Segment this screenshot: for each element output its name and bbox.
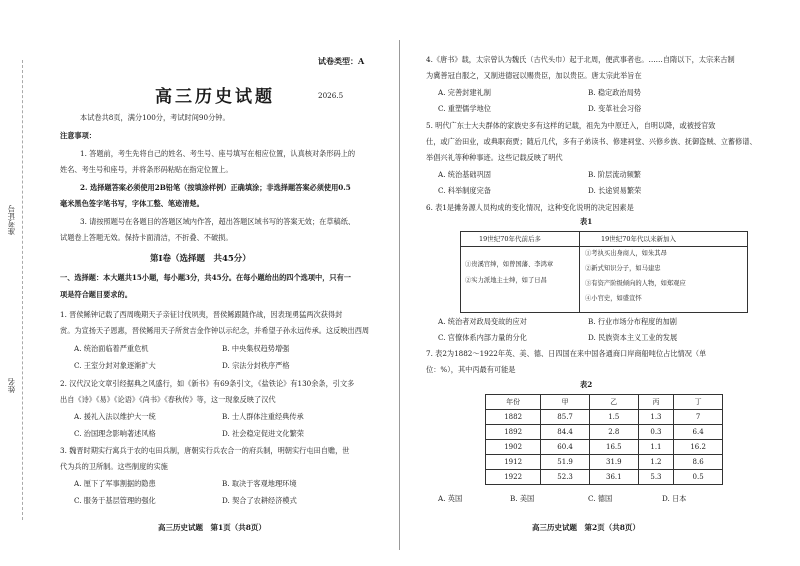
table-2-cell: 1922 — [486, 470, 541, 485]
table-2-cell: 85.7 — [541, 410, 590, 425]
table-1-cell: ④小官史，如盛宣怀 — [585, 295, 642, 302]
table-2-cell: 1902 — [486, 440, 541, 455]
notice-line: 1. 答题前，考生先将自己的姓名、考生号、座号填写在相应位置，认真核对条形码上的 — [80, 149, 356, 158]
table-1 — [460, 231, 748, 313]
binding-line — [22, 60, 23, 520]
question-3-option-d[interactable]: D. 契合了农耕经济模式 — [222, 496, 297, 505]
question-5-stem: 5. 明代广东士大夫群体的家族史多有这样的记载，祖先为中原迁入，自明以降，或被授官致 — [426, 121, 716, 130]
question-1-option-c[interactable]: C. 王室分封对象逐渐扩大 — [74, 361, 156, 370]
question-5-option-a[interactable]: A. 统治基础巩固 — [438, 170, 491, 179]
question-4-option-c[interactable]: C. 重塑儒学地位 — [438, 104, 491, 113]
table-2-cell: 1882 — [486, 410, 541, 425]
table-1-col-head-left: 19世纪70年代前后多 — [479, 235, 542, 243]
table-2-header: 年份 — [486, 395, 541, 410]
table-2-title: 表2 — [580, 380, 593, 389]
question-6-option-d[interactable]: D. 民族资本主义工业的发展 — [588, 333, 678, 342]
question-1-option-d[interactable]: D. 宗法分封秩序严格 — [222, 361, 290, 370]
question-5-option-b[interactable]: B. 阶层流动频繁 — [588, 170, 641, 179]
table-2-header: 丁 — [674, 395, 723, 410]
question-7-option-a[interactable]: A. 英国 — [438, 494, 463, 503]
question-2-stem: 出自《诗》《易》《论语》《尚书》《春秋传》等，这一现象反映了汉代 — [60, 395, 276, 404]
table-2-cell: 1.2 — [638, 455, 674, 470]
table-2-row — [486, 440, 723, 455]
question-6-option-c[interactable]: C. 官僚体系内部力量的分化 — [438, 333, 527, 342]
question-7-option-d[interactable]: D. 日本 — [662, 494, 687, 503]
table-2-cell: 1.3 — [638, 410, 674, 425]
question-6-stem: 6. 表1是摊务源人员构成的变化情况，这种变化说明的决定因素是 — [426, 203, 634, 212]
table-1-title: 表1 — [580, 217, 593, 226]
question-5-stem: 举倡兴礼等种种事迹。这些记载反映了明代 — [426, 153, 563, 162]
question-7-stem: 位：%），其中丙最有可能是 — [426, 365, 516, 374]
notice-line: 2. 选择题答案必须使用2B铅笔（按填涂样例）正确填涂；非选择题答案必须使用0.5 — [80, 183, 351, 192]
exam-date: 2026.5 — [318, 91, 344, 100]
table-1-col-divider — [579, 232, 580, 312]
notice-line: 毫米黑色签字笔书写，字体工整、笔迹清楚。 — [60, 199, 204, 208]
question-3-option-c[interactable]: C. 服务于基层管理的强化 — [74, 496, 156, 505]
question-5-stem: 仕，或广治田业，或典职商贾；随后几代，多有子弟读书、修建祠堂、兴修乡族、抚御盗贼、立蓄修谱、 — [426, 137, 757, 146]
table-2-cell: 2.8 — [589, 425, 638, 440]
table-2-header: 甲 — [541, 395, 590, 410]
question-6-option-a[interactable]: A. 统治者对政局变故的应对 — [438, 317, 527, 326]
table-1-cell: ①贵溪官绅，如曾国藩、李鸿章 — [465, 261, 554, 268]
question-2-option-d[interactable]: D. 社会稳定促进文化繁荣 — [222, 429, 304, 438]
table-2-cell: 51.9 — [541, 455, 590, 470]
table-2 — [485, 394, 723, 485]
table-2-row — [486, 425, 723, 440]
table-2-cell: 1.5 — [589, 410, 638, 425]
table-2-header-row — [486, 395, 723, 410]
question-2-option-a[interactable]: A. 援礼入法以维护大一统 — [74, 412, 156, 421]
table-2-row — [486, 410, 723, 425]
notice-heading: 注意事项： — [60, 131, 96, 140]
table-2-cell: 84.4 — [541, 425, 590, 440]
notice-line: 姓名、考生号和座号，并将条形码粘贴在指定位置上。 — [60, 165, 233, 174]
table-2-cell: 7 — [674, 410, 723, 425]
table-1-cell: ②实力派地主士绅，如了日昌 — [465, 277, 547, 284]
table-2-cell: 60.4 — [541, 440, 590, 455]
section-description: 项是符合题目要求的。 — [60, 290, 132, 299]
table-2-cell: 52.3 — [541, 470, 590, 485]
table-2-cell: 1912 — [486, 455, 541, 470]
question-3-option-b[interactable]: B. 取决于客观地理环境 — [222, 479, 297, 488]
admission-number-label: 准考证号 — [7, 205, 16, 235]
question-1-stem: 1. 晋侯鲧钟记载了西周晚期天子亲征讨伐夙夷，晋侯鲧跟随作战，因表现勇猛两次获得封 — [60, 310, 343, 319]
question-4-option-a[interactable]: A. 完善封建礼制 — [438, 88, 491, 97]
table-2-cell: 16.5 — [589, 440, 638, 455]
notice-line: 3. 请按照题号在各题目的答题区域内作答，超出答题区域书写的答案无效；在草稿纸、 — [80, 217, 356, 226]
question-7-option-b[interactable]: B. 美国 — [510, 494, 535, 503]
question-4-option-b[interactable]: B. 稳定政治局势 — [588, 88, 641, 97]
question-2-option-b[interactable]: B. 士人群体注重经典传承 — [222, 412, 304, 421]
question-1-option-a[interactable]: A. 统治面临着严重危机 — [74, 344, 149, 353]
section-heading: 第Ⅰ卷（选择题 共45分） — [150, 254, 251, 264]
section-description: 一、选择题：本大题共15小题，每小题3分，共45分。在每小题给出的四个选项中，只有一 — [60, 273, 351, 282]
table-2-cell: 0.5 — [674, 470, 723, 485]
table-2-cell: 1892 — [486, 425, 541, 440]
table-2-cell: 1.1 — [638, 440, 674, 455]
question-5-option-c[interactable]: C. 科举制度完备 — [438, 186, 491, 195]
question-7-stem: 7. 表2为1882～1922年英、美、德、日四国在来中国各通商口岸商船吨位占比情况（单 — [426, 349, 707, 358]
exam-type: 试卷类型：A — [318, 56, 365, 66]
question-5-option-d[interactable]: D. 长途贸易繁荣 — [588, 186, 642, 195]
question-2-stem: 2. 汉代汉论文章引经据典之风盛行，如《新书》有69条引文，《盐铁论》有130余条，引文多 — [60, 379, 355, 388]
question-2-option-c[interactable]: C. 治国理念影响著述风格 — [74, 429, 156, 438]
table-2-row — [486, 470, 723, 485]
table-2-cell: 8.6 — [674, 455, 723, 470]
name-label: 姓名 — [7, 378, 16, 393]
question-7-option-c[interactable]: C. 德国 — [588, 494, 613, 503]
table-2-cell: 36.1 — [589, 470, 638, 485]
exam-page-2 — [400, 0, 800, 566]
table-1-cell: ②新式知识分子，如马建忠 — [585, 265, 661, 272]
table-2-row — [486, 455, 723, 470]
notice-line: 试题卷上答题无效。保持卡面清洁，不折叠、不破损。 — [60, 233, 233, 242]
question-1-stem: 赏。为宣扬天子恩惠，晋侯鲧用天子所赏吉金作钟以示纪念，并希望子孙永远传承。这反映出西周 — [60, 326, 370, 335]
page-footer: 高三历史试题 第2页（共8页） — [532, 523, 640, 532]
table-2-cell: 5.3 — [638, 470, 674, 485]
intro-text: 本试卷共8页，满分100分，考试时间90分钟。 — [80, 113, 230, 122]
table-1-cell: ①考执买出身商人，如朱其昂 — [585, 250, 667, 257]
question-4-option-d[interactable]: D. 变革社会习俗 — [588, 104, 642, 113]
question-1-option-b[interactable]: B. 中央集权趋势增强 — [222, 344, 290, 353]
table-2-header: 丙 — [638, 395, 674, 410]
question-3-option-a[interactable]: A. 厘下了军事割据的隐患 — [74, 479, 156, 488]
table-1-cell: ③有资产阶级倾向的人物，如郑观应 — [585, 280, 686, 287]
page-footer: 高三历史试题 第1页（共8页） — [158, 523, 266, 532]
table-2-cell: 16.2 — [674, 440, 723, 455]
table-2-header: 乙 — [589, 395, 638, 410]
question-3-stem: 3. 魏晋时期实行寓兵于农的屯田兵制，唐朝实行兵农合一的府兵制，明朝实行屯田自赡，世 — [60, 446, 350, 455]
question-4-stem: 为冀善冠自服之，又制进德冠以赐贵臣，加以贵臣。唐太宗此举旨在 — [426, 71, 642, 80]
question-6-option-b[interactable]: B. 行业市场分布程度的加剧 — [588, 317, 677, 326]
page-title: 高三历史试题 — [155, 87, 275, 107]
table-2-cell: 6.4 — [674, 425, 723, 440]
question-3-stem: 代为兵的卫所制。这些制度的实施 — [60, 462, 168, 471]
table-1-col-head-right: 19世纪70年代以来新加入 — [601, 235, 677, 243]
question-4-stem: 4.《唐书》载，太宗曾认为魏氏（古代头巾）起于北周，便武事者也。……自隋以下，太宗来古制 — [426, 55, 735, 64]
table-2-cell: 0.3 — [638, 425, 674, 440]
table-2-cell: 31.9 — [589, 455, 638, 470]
